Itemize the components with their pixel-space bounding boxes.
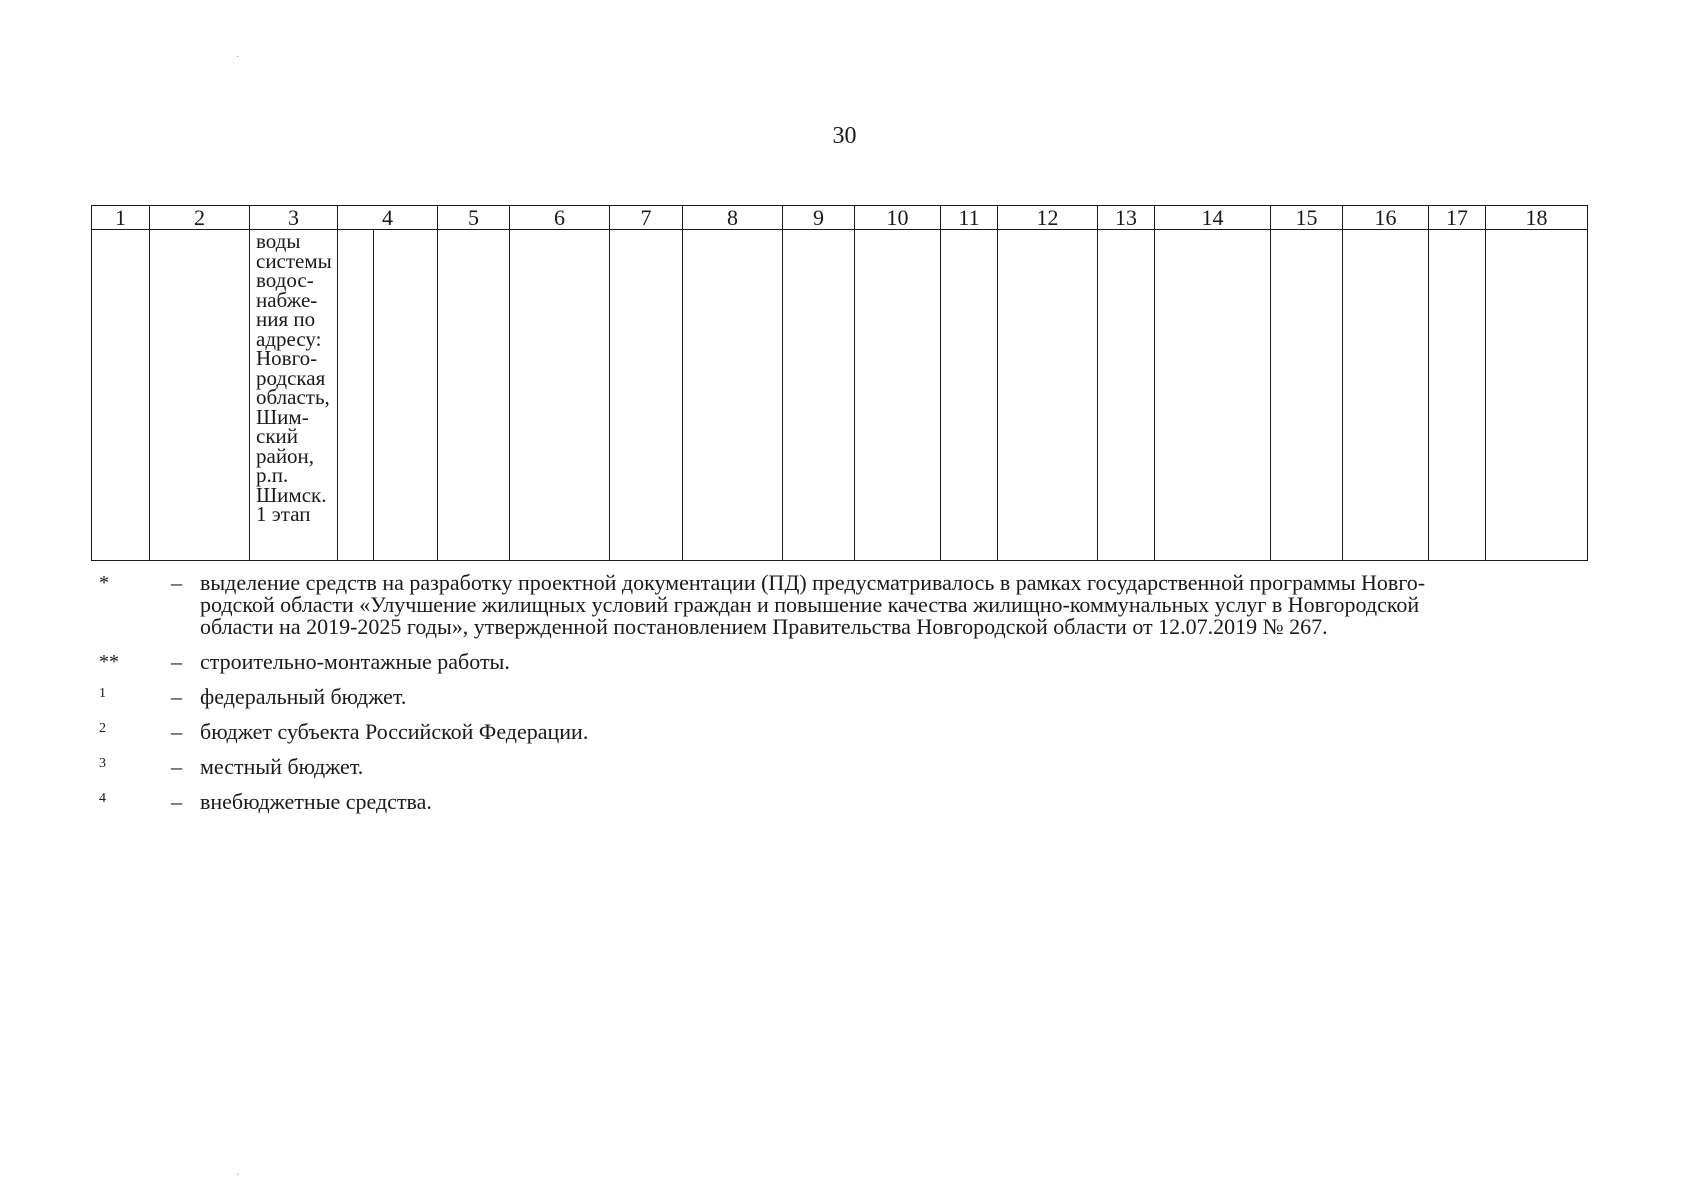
object-description-line: системы [256,248,332,273]
footnote-item [99,721,1559,743]
footnote-item [99,651,1559,673]
table-cell-9 [783,230,855,561]
scan-artifact: · [236,1170,240,1181]
column-header-16: 16 [1343,206,1429,230]
footnote-text: внебюджетные средства. [200,789,432,814]
table-cell-4 [338,230,438,561]
column-header-11: 11 [941,206,998,230]
column-header-12: 12 [998,206,1098,230]
object-description-line: Шимск. [256,482,327,507]
column-header-3: 3 [250,206,338,230]
object-description-line: родская [256,365,326,390]
header-row [92,206,1588,230]
table-cell-17 [1429,230,1486,561]
scan-artifact: · [236,52,240,63]
table-cell-2 [150,230,250,561]
footnote-dash: – [171,719,182,744]
table-cell-14 [1155,230,1271,561]
footnote-text: бюджет субъекта Российской Федерации. [200,719,589,744]
footnote-mark: ** [99,651,119,673]
footnote-dash: – [171,649,182,674]
object-description-line: водос- [256,268,314,292]
column-header-9: 9 [783,206,855,230]
footnote-text: строительно-монтажные работы. [200,649,510,674]
table-cell-13 [1098,230,1155,561]
column-header-14: 14 [1155,206,1271,230]
footnote-text: местный бюджет. [200,754,364,779]
object-description-line: воды [256,229,301,253]
footnote-mark: 4 [99,791,106,806]
table-cell-7 [610,230,683,561]
object-description [250,230,337,525]
cell-divider [338,230,374,560]
table-cell-18 [1486,230,1588,561]
table-cell-15 [1271,230,1343,561]
object-description-line: Новго- [256,346,318,370]
table-row [92,230,1588,561]
footnote-dash: – [171,570,182,595]
column-header-17: 17 [1429,206,1486,230]
object-description-line: адресу: [256,326,322,351]
object-description-line: набже- [256,287,318,312]
column-header-15: 15 [1271,206,1343,230]
table-cell-11 [941,230,998,561]
table-cell-5 [438,230,510,561]
table-cell-16 [1343,230,1429,561]
column-header-2: 2 [150,206,250,230]
column-header-4: 4 [338,206,438,230]
table-cell-12 [998,230,1098,561]
footnote-item [99,791,1559,813]
object-description-line: ский [256,424,298,448]
table-cell-3 [250,230,338,561]
column-header-1: 1 [92,206,150,230]
footnote-mark: * [99,572,109,594]
footnote-text: федеральный бюджет. [200,684,407,709]
footnote-mark: 3 [99,756,106,771]
object-description-line: область, [256,385,330,409]
object-description-line: ния по [256,307,316,331]
column-header-13: 13 [1098,206,1155,230]
object-description-line: р.п. [256,463,289,487]
footnote-line: области на 2019-2025 годы», утвержденной постановлением Правительства Новгородской области от 12.07.2019 № 267. [200,614,1328,639]
footnote-item [99,686,1559,708]
table-cell-10 [855,230,941,561]
column-header-6: 6 [510,206,610,230]
object-description-line: Шим- [256,404,309,429]
footnote-dash: – [171,754,182,779]
footnotes [99,572,1559,826]
footnote-dash: – [171,684,182,709]
object-description-line: район, [256,443,315,468]
table-cell-8 [683,230,783,561]
footnote-line: родской области «Улучшение жилищных условий граждан и повышение качества жилищно-коммунальных услуг в Новгородской [200,592,1420,617]
footnote-dash: – [171,789,182,814]
footnote-mark: 2 [99,721,106,736]
footnote-item [99,572,1559,638]
column-header-5: 5 [438,206,510,230]
table-cell-6 [510,230,610,561]
data-table [91,205,1588,561]
column-header-10: 10 [855,206,941,230]
column-header-8: 8 [683,206,783,230]
footnote-text [200,572,1559,638]
column-header-18: 18 [1486,206,1588,230]
footnote-item [99,756,1559,778]
footnote-line: выделение средств на разработку проектной документации (ПД) предусматривалось в рамках государственной программы Новго- [200,570,1426,595]
footnote-mark: 1 [99,686,106,701]
page-number: 30 [832,123,857,149]
column-header-7: 7 [610,206,683,230]
object-description-line: 1 этап [256,502,311,526]
table-cell-1 [92,230,150,561]
